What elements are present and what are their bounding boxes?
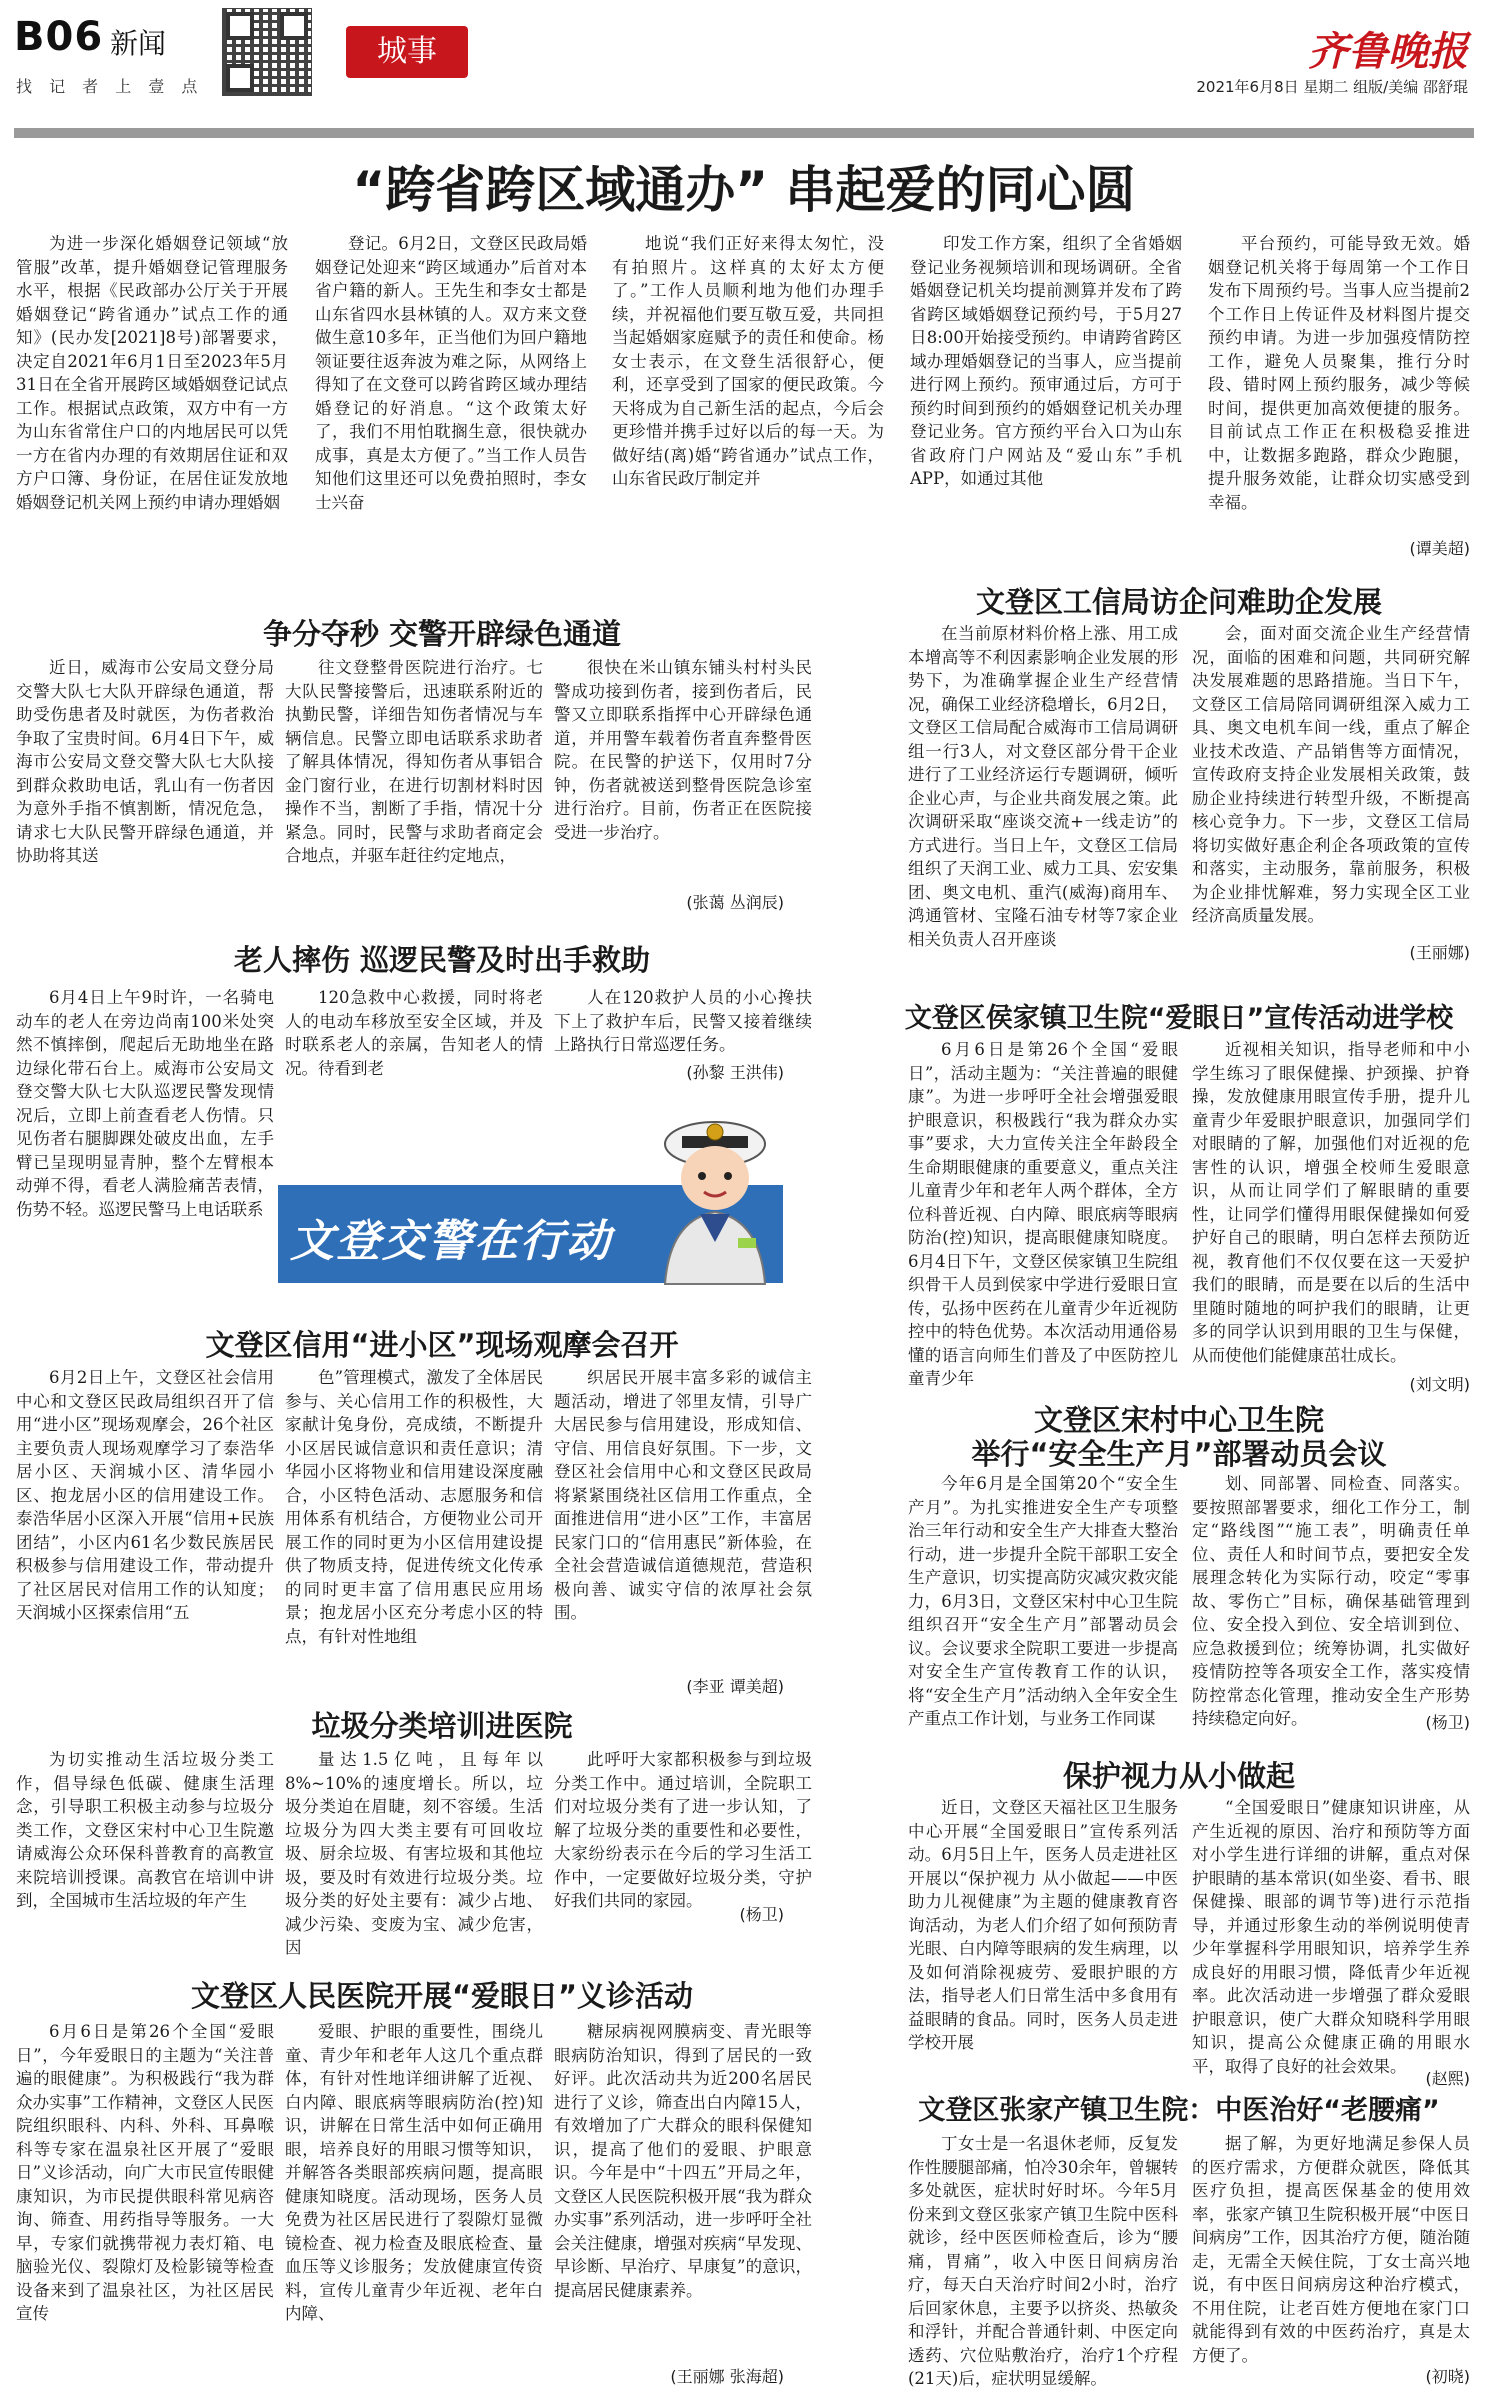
article-column: 6月6日是第26个全国“爱眼日”，今年爱眼日的主题为“关注普遍的眼健康”。为积极践行“我为群众办实事”工作精神，文登区人民医院组织眼科、内科、外科、耳鼻喉科等专家在温泉社区开展了“爱眼日”义诊活动，向广大市民宣传眼健康知识，为市民提供眼科常见病咨询、筛查、用药指导等服务。一大早，专家们就携带视力表灯箱、电脑验光仪、裂隙灯及检影镜等检查设备来到了温泉社区，为社区居民宣传 [16, 2022, 274, 2323]
byline: (杨卫) [739, 1905, 784, 1924]
article-column: 划、同部署、同检查、同落实。要按照部署要求，细化工作分工，制定“路线图”“施工表”，明确责任单位、责任人和时间节点，要把安全发展理念转化为实际行动，咬定“零事故、零伤亡”目标，确保基础管理到位、安全投入到位、安全培训到位、应急救援到位；统筹协调，扎实做好疫情防控等各项安全工作，落实疫情防控常态化管理，推动安全生产形势持续稳定向好。 [1192, 1474, 1470, 1728]
headline: 文登区信用“进小区”现场观摩会召开 [205, 1328, 679, 1362]
article-column: 登记。6月2日，文登区民政局婚姻登记处迎来“跨区域通办”后首对本省户籍的新人。王先生和李女士都是山东省四水县林镇的人。双方来文登做生意10多年，正当他们为回户籍地领证要往返奔波为难之际，从网络上得知了在文登可以跨省跨区域办理结婚登记的好消息。“这个政策太好了，我们不用怕耽搁生意，很快就办成事，真是太方便了。”当工作人员告知他们这里还可以免费拍照时，李女士兴奋 [315, 234, 587, 512]
article-column: 在当前原材料价格上涨、用工成本增高等不利因素影响企业发展的形势下，为准确掌握企业生产经营情况，确保工业经济稳增长，6月2日，文登区工信局配合威海市工信局调研组一行3人，对文登区部分骨干企业进行了工业经济运行专题调研，倾听企业心声，与企业共商发展之策。此次调研采取“座谈交流+一线走访”的方式进行。当日上午，文登区工信局组织了天润工业、威力工具、宏安集团、奥文电机、重汽(威海)商用车、鸿通管材、宝隆石油专材等7家企业相关负责人召开座谈 [908, 624, 1178, 949]
headline: 老人摔伤 巡逻民警及时出手救助 [233, 943, 651, 977]
headline-main: “跨省跨区域通办” 串起爱的同心圆 [352, 161, 1136, 219]
byline: (王丽娜) [1409, 943, 1470, 962]
headline: 文登区工信局访企问难助企发展 [975, 585, 1382, 619]
channel-tag: 城事 [346, 26, 468, 78]
article-column: 丁女士是一名退休老师，反复发作性腰腿部痛，怕冷30余年，曾辗转多处就医，症状时好时坏。今年5月份来到文登区张家产镇卫生院中医科就诊，经中医医师检查后，诊为“腰痛，胃痛”，收入中医日间病房治疗，每天白天治疗时间2小时，治疗后回家休息，主要予以挤炎、热敏灸和浮针，并配合普通针刺、中医定向透药、穴位贴敷治疗，治疗1个疗程(21天)后，症状明显缓解。 [908, 2134, 1178, 2388]
article-column: 印发工作方案，组织了全省婚姻登记业务视频培训和现场调研。全省婚姻登记机关均提前测算并发布了跨省跨区域婚姻登记预约号，于5月27日8:00开始接受预约。申请跨省跨区域办理婚姻登记的当事人，应当提前进行网上预约。预审通过后，方可于预约时间到预约的婚姻登记机关办理登记业务。官方预约平台入口为山东省政府门户网站及“爱山东”手机APP，如通过其他 [910, 234, 1182, 488]
headline: 文登区侯家镇卫生院“爱眼日”宣传活动进学校 [904, 1003, 1454, 1034]
article-column: 地说“我们正好来得太匆忙，没有拍照片。这样真的太好太方便了。”工作人员顺利地为他们办理手续，并祝福他们要互敬互爱，共同担当起婚姻家庭赋予的责任和使命。杨女士表示，在文登生活很舒心，便利，还享受到了国家的便民政策。今天将成为自己新生活的起点，今后会更珍惜并携手过好以后的每一天。为做好结(离)婚“跨省通办”试点工作，山东省民政厅制定并 [612, 234, 884, 488]
article-column: 人在120救护人员的小心搀扶下上了救护车后，民警又接着继续上路执行日常巡逻任务。 [554, 988, 812, 1054]
promo-banner-text: 文登交警在行动 [290, 1216, 612, 1267]
article-column: 糖尿病视网膜病变、青光眼等眼病防治知识，得到了居民的一致好评。此次活动共为近200名居民进行了义诊，筛查出白内障15人，有效增加了广大群众的眼科保健知识，提高了他们的爱眼、护眼意识。今年是中“十四五”开局之年，文登区人民医院积极开展“我为群众办实事”系列活动，进一步呼吁全社会关注健康，增强对疾病“早发现、早诊断、早治疗、早康复”的意识，提高居民健康素养。 [554, 2022, 812, 2300]
article-column: 会，面对面交流企业生产经营情况，面临的困难和问题，共同研究解决发展难题的思路措施。当日下午，文登区工信局陪同调研组深入威力工具、奥文电机车间一线，重点了解企业技术改造、产品销售等方面情况，宣传政府支持企业发展相关政策，鼓励企业持续进行转型升级，不断提高核心竞争力。下一步，文登区工信局将切实做好惠企利企各项政策的宣传和落实，主动服务，靠前服务，积极为企业排忧解难，努力实现全区工业经济高质量发展。 [1192, 624, 1470, 925]
byline: (刘文明) [1409, 1375, 1470, 1394]
paper-logo: 齐鲁晚报 [1308, 28, 1468, 75]
article-column: 爱眼、护眼的重要性，围绕儿童、青少年和老年人这几个重点群体，有针对性地详细讲解了近视、白内障、眼底病等眼病防治(控)知识，讲解在日常生活中如何正确用眼，培养良好的用眼习惯等知识，并解答各类眼部疾病问题，提高眼健康知晓度。活动现场，医务人员免费为社区居民进行了裂隙灯显微镜检查、视力检查及眼底检查、量血压等义诊服务；发放健康宣传资料，宣传儿童青少年近视、老年白内障、 [285, 2022, 543, 2323]
article-column: 近日，威海市公安局文登分局交警大队七大队开辟绿色通道，帮助受伤患者及时就医，为伤者救治争取了宝贵时间。6月4日下午，威海市公安局文登交警大队七大队接到群众救助电话，乳山有一伤者因为意外手指不慎割断，情况危急，请求七大队民警开辟绿色通道，并协助将其送 [16, 658, 274, 865]
headline: 争分夺秒 交警开辟绿色通道 [262, 617, 622, 651]
header-rule [14, 128, 1474, 138]
headline: 垃圾分类培训进医院 [311, 1709, 573, 1743]
headline: 文登区人民医院开展“爱眼日”义诊活动 [190, 1979, 694, 2013]
reporter-line: 找 记 者 上 壹 点 [16, 77, 204, 96]
issue-meta: 2021年6月8日 星期二 组版/美编 邵舒琨 [1196, 78, 1468, 96]
headline: 保护视力从小做起 [1062, 1759, 1295, 1793]
article-column: 近视相关知识，指导老师和中小学生练习了眼保健操、护颈操、护脊操，发放健康用眼宣传手册，提升儿童青少年爱眼护眼意识，加强同学们对眼睛的了解，加强他们对近视的危害性的认识，增强全校师生爱眼意识，从而让同学们了解眼睛的重要性，让同学们懂得用眼保健操如何爱护好自己的眼睛，明白怎样去预防近视，教育他们不仅仅要在这一天爱护我们的眼睛，而是要在以后的生活中里随时随地的呵护我们的眼睛，让更多的同学认识到用眼的卫生与保健，从而使他们能健康茁壮成长。 [1192, 1040, 1470, 1365]
article-column: 为切实推动生活垃圾分类工作，倡导绿色低碳、健康生活理念，引导职工积极主动参与垃圾分类工作，文登区宋村中心卫生院邀请威海公众环保科普教育的高教宣来院培训授课。高教官在培训中讲到，全国城市生活垃圾的年产生 [16, 1750, 274, 1910]
article-column: 6月6日是第26个全国“爱眼日”，活动主题为：“关注普遍的眼健康”。为进一步呼吁全社会增强爱眼护眼意识，积极践行“我为群众办实事”要求，大力宣传关注全年龄段全生命期眼健康的重要意义，重点关注儿童青少年和老年人两个群体，全方位科普近视、白内障、眼底病等眼病防治(控)知识，提高眼健康知晓度。6月4日下午，文登区侯家镇卫生院组织骨干人员到侯家中学进行爱眼日宣传，弘扬中医药在儿童青少年近视防控中的特色优势。本次活动用通俗易懂的语言向师生们普及了中医防控儿童青少年 [908, 1040, 1178, 1388]
headline: 举行“安全生产月”部署动员会议 [971, 1437, 1387, 1471]
article-column: 6月4日上午9时许，一名骑电动车的老人在旁边尚南100米处突然不慎摔倒，爬起后无助地坐在路边绿化带石台上。威海市公安局文登交警大队七大队巡逻民警发现情况后，立即上前查看老人伤情。只见伤者右腿脚踝处破皮出血，左手臂已呈现明显青肿，整个左臂根本动弹不得，看老人满脸痛苦表情，伤势不轻。巡逻民警马上电话联系 [16, 988, 274, 1219]
article-column: 平台预约，可能导致无效。婚姻登记机关将于每周第一个工作日发布下周预约号。当事人应当提前2个工作日上传证件及材料图片提交预约申请。为进一步加强疫情防控工作，避免人员聚集，推行分时段、错时网上预约服务，减少等候时间，提供更加高效便捷的服务。目前试点工作正在积极稳妥推进中，让数据多跑路，群众少跑腿，提升服务效能，让群众切实感受到幸福。 [1208, 234, 1470, 512]
byline: (李亚 谭美超) [686, 1677, 784, 1696]
article-column: 往文登整骨医院进行治疗。七大队民警接警后，迅速联系附近的执勤民警，详细告知伤者情况与车辆信息。民警立即电话联系求助者了解具体情况，得知伤者从事铝合金门窗行业，在进行切割材料时因操作不当，割断了手指，情况十分紧急。同时，民警与求助者商定会合地点，并驱车赶往约定地点， [285, 658, 543, 865]
byline: (王丽娜 张海超) [670, 2367, 784, 2386]
article-column: “全国爱眼日”健康知识讲座，从产生近视的原因、治疗和预防等方面对小学生进行详细的讲解，重点对保护眼睛的基本常识(如坐姿、看书、眼保健操、眼部的调节等)进行示范指导，并通过形象生动的举例说明使青少年掌握科学用眼知识，培养学生养成良好的用眼习惯，降低青少年近视率。此次活动进一步增强了群众爱眼护眼意识，使广大群众知晓科学用眼知识，提高公众健康正确的用眼水平，取得了良好的社会效果。 [1192, 1798, 1470, 2076]
byline: (张蔼 丛润辰) [686, 893, 784, 912]
byline: (杨卫) [1425, 1713, 1470, 1732]
article-column: 据了解，为更好地满足参保人员的医疗需求，方便群众就医，降低其医疗负担，提高医保基金的使用效率，张家产镇卫生院积极开展“中医日间病房”工作，因其治疗方便，随治随走，无需全天候住院，丁女士高兴地说，有中医日间病房这种治疗模式，不用住院，让老百姓方便地在家门口就能得到有效的中医药治疗，真是太方便了。 [1192, 2134, 1470, 2365]
article-column: 今年6月是全国第20个“安全生产月”。为扎实推进安全生产专项整治三年行动和安全生产大排查大整治行动，进一步提升全院干部职工安全生产意识，切实提高防灾减灾救灾能力，6月3日，文登区宋村中心卫生院组织召开“安全生产月”部署动员会议。会议要求全院职工要进一步提高对安全生产宣传教育工作的认识，将“安全生产月”活动纳入全年安全生产重点工作计划，与业务工作同谋 [908, 1474, 1178, 1728]
byline: (谭美超) [1409, 539, 1470, 558]
article-column: 120急救中心救援，同时将老人的电动车移放至安全区域，并及时联系老人的亲属，告知老人的情况。待看到老 [285, 988, 543, 1078]
byline: (赵熙) [1425, 2069, 1470, 2088]
headline: 文登区宋村中心卫生院 [1033, 1403, 1324, 1437]
article-column: 量达1.5亿吨，且每年以8%~10%的速度增长。所以，垃圾分类迫在眉睫，刻不容缓。生活垃圾分为四大类主要有可回收垃圾、厨余垃圾、有害垃圾和其他垃圾，要及时有效进行垃圾分类。垃圾分类的好处主要有：减少占地、减少污染、变废为宝、减少危害，因 [285, 1750, 543, 1957]
traffic-police-icon [640, 1092, 790, 1284]
byline: (初晓) [1425, 2367, 1470, 2386]
byline: (孙黎 王洪伟) [686, 1063, 784, 1082]
article-column: 为进一步深化婚姻登记领域“放管服”改革，提升婚姻登记管理服务水平，根据《民政部办公厅关于开展婚姻登记“跨省通办”试点工作的通知》(民办发[2021]8号)部署要求，决定自2021年6月1日至2023年5月31日在全省开展跨区域婚姻登记试点工作。根据试点政策，双方中有一方为山东省常住户口的内地居民可以凭一方在省内办理的有效期居住证和双方户口簿、身份证，在居住证发放地婚姻登记机关网上预约申请办理婚姻 [16, 234, 288, 512]
article-column: 很快在米山镇东铺头村村头民警成功接到伤者，接到伤者后，民警又立即联系指挥中心开辟绿色通道，并用警车载着伤者直奔整骨医院。在民警的护送下，仅用时7分钟，伤者就被送到整骨医院急诊室进行治疗。目前，伤者正在医院接受进一步治疗。 [554, 658, 812, 842]
article-column: 此呼吁大家都积极参与到垃圾分类工作中。通过培训，全院职工们对垃圾分类有了进一步认知，了解了垃圾分类的重要性和必要性，大家纷纷表示在今后的学习生活工作中，一定要做好垃圾分类，守护好我们共同的家园。 [554, 1750, 812, 1910]
headline: 文登区张家产镇卫生院：中医治好“老腰痛” [918, 2095, 1440, 2126]
qr-code-icon[interactable] [222, 8, 312, 96]
article-column: 近日，文登区天福社区卫生服务中心开展“全国爱眼日”宣传系列活动。6月5日上午，医务人员走进社区开展以“保护视力 从小做起——中医助力儿视健康”为主题的健康教育咨询活动，为老人们介绍了如何预防青光眼、白内障等眼病的发生病理，以及如何消除视疲劳、爱眼护眼的方法，指导老人们日常生活中多食用有益眼睛的食品。同时，医务人员走进学校开展 [908, 1798, 1178, 2052]
section-name: 新闻 [110, 27, 167, 60]
page-number: B06 [14, 14, 104, 60]
article-column: 色”管理模式，激发了全体居民参与、关心信用工作的积极性，大家献计兔身份，亮成绩，不断提升小区居民诚信意识和责任意识；清华园小区将物业和信用建设深度融合，小区特色活动、志愿服务和信用体系有机结合，方便物业公司开展工作的同时更为小区信用建设提供了物质支持，促进传统文化传承的同时更丰富了信用惠民应用场景；抱龙居小区充分考虑小区的特点，有针对性地组 [285, 1368, 543, 1646]
article-column: 织居民开展丰富多彩的诚信主题活动，增进了邻里友情，引导广大居民参与信用建设，形成知信、守信、用信良好氛围。下一步，文登区社会信用中心和文登区民政局将紧紧围绕社区信用工作重点，全面推进信用“进小区”工作，丰富居民家门口的“信用惠民”新体验，在全社会营造诚信道德规范，营造积极向善、诚实守信的浓厚社会氛围。 [554, 1368, 812, 1622]
article-column: 6月2日上午，文登区社会信用中心和文登区民政局组织召开了信用“进小区”现场观摩会，26个社区主要负责人现场观摩学习了泰浩华居小区、天润城小区、清华园小区、抱龙居小区的信用建设工作。泰浩华居小区深入开展“信用+民族团结”，小区内61名少数民族居民积极参与信用建设工作，带动提升了社区居民对信用工作的认知度；天润城小区探索信用“五 [16, 1368, 274, 1622]
